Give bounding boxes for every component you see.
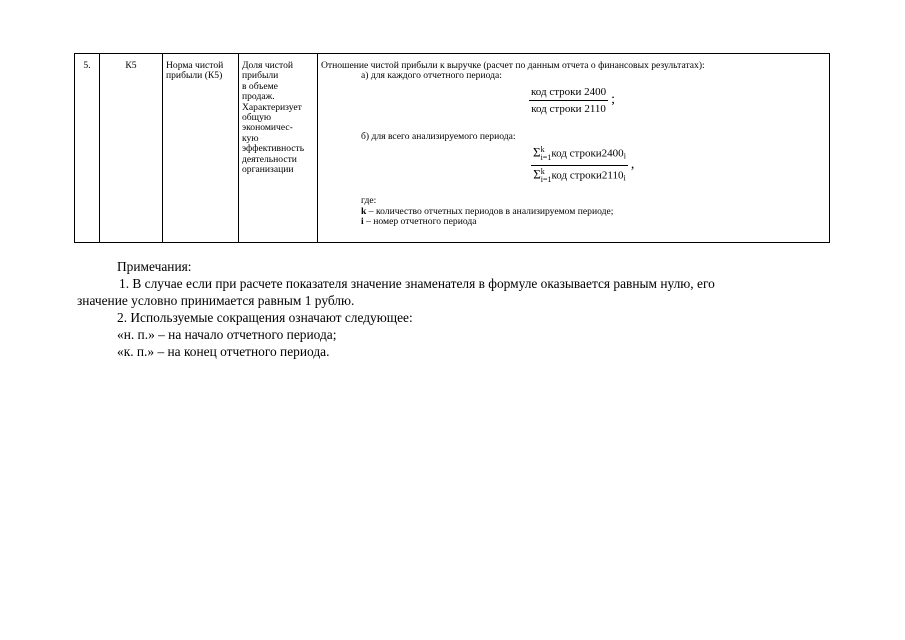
formula-a-punct: ; [611,92,616,108]
formula-cell [318,54,830,243]
case-a-label: а) для каждого отчетного периода: [361,70,502,82]
note-1-line-2: значение условно принимается равным 1 рублю. [77,293,355,308]
formula-a [529,86,826,115]
sum-limits [541,168,552,184]
definition-i-text: – номер отчетного периода [363,216,477,228]
formula-intro: Отношение чистой прибыли к выручке (расчет по данным отчета о финансовых результатах): [321,60,705,71]
definition-k-symbol: k [361,205,367,217]
fraction-a-numerator: код строки 2400 [529,86,608,101]
sum-symbol: Σ [533,144,541,160]
indicator-meaning [239,54,318,243]
meaning-line: эффективность [242,143,305,155]
meaning-line: Доля чистой [242,60,294,71]
definition-i-symbol: i [361,216,364,228]
meaning-line: Характеризует [242,101,302,113]
indicator-table [74,53,830,243]
meaning-line: деятельности [242,153,297,165]
sum-symbol: Σ [533,166,541,182]
meaning-line: общую [242,112,272,124]
sum-lower-limit: i=1 [540,174,552,184]
index-subscript: i [623,151,626,161]
indicator-name: Норма чистой прибыли (К5) [163,54,239,243]
definition-k-text: – количество отчетных периодов в анализируемом периоде; [366,205,614,217]
sum-upper-limit: k [540,166,545,176]
formula-b [531,146,826,184]
notes-section [77,258,826,360]
formula-b-punct: , [630,157,635,173]
numerator-text: код строки2400 [551,147,624,160]
fraction-a-denominator: код строки 2110 [531,102,606,115]
fraction-a [529,86,608,115]
meaning-line: кую [242,132,259,144]
table-row [75,54,830,243]
meaning-line: в объеме [242,80,278,92]
fraction-b [531,146,628,184]
meaning-line: прибыли [242,70,279,82]
note-1-line-1: 1. В случае если при расчете показателя значение знаменателя в формуле оказывается равным нулю, его [119,276,715,291]
meaning-line: продаж. [242,91,275,103]
sum-upper-limit: k [540,145,545,155]
indicator-code: К5 [100,54,163,243]
row-number: 5. [75,54,100,243]
fraction-b-denominator [531,166,628,185]
where-label: где: [361,195,377,207]
fraction-b-numerator [531,146,628,166]
denominator-text: код строки2110 [551,169,624,182]
index-subscript: i [623,173,626,183]
abbreviation-end: «к. п.» – на конец отчетного периода. [117,344,330,359]
sum-lower-limit: i=1 [540,153,552,163]
abbreviation-start: «н. п.» – на начало отчетного периода; [117,327,337,342]
case-b-label: б) для всего анализируемого периода: [361,130,516,142]
note-2: 2. Используемые сокращения означают следующее: [117,310,413,325]
definition-i [321,217,826,227]
meaning-line: организации [242,164,294,176]
notes-title: Примечания: [117,259,192,274]
meaning-line: экономичес- [242,122,293,134]
sum-limits [541,146,552,162]
